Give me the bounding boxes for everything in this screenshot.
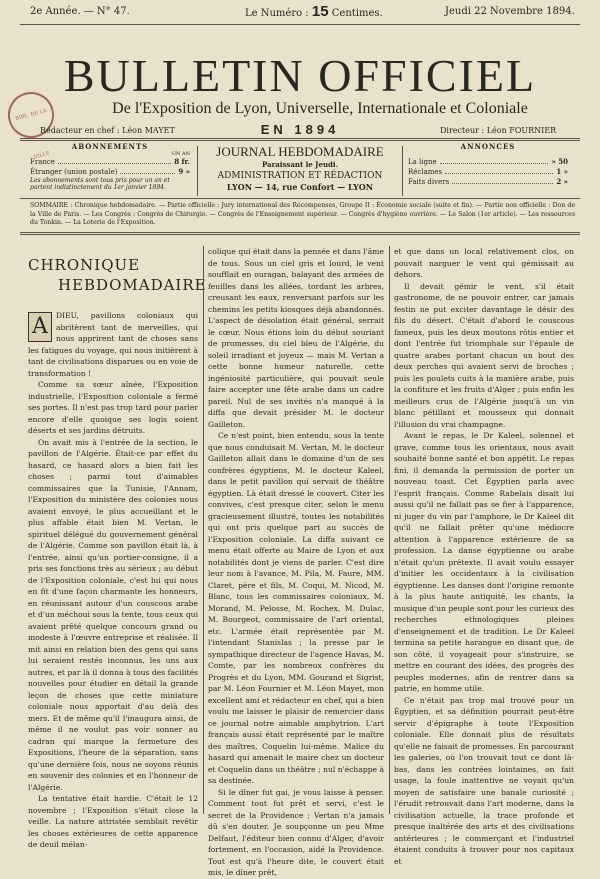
issue-year-number: 2e Année. — N° 47.: [30, 6, 130, 17]
article-column-1: [28, 310, 198, 849]
paragraph: Si le dîner fut gai, je vous laisse à penser. Comment tout fut prêt et servi, c'est le secret de la Providence ; Vertan n'a jamais dû s'en douter. Je soupçonne un peu Mme Delfaut, l'éditeur bien connu d'Alger, d'avoir fortement, en l'occasion, aidé la Providence. Tout est qu'à l'heure dite, le couvert était mis, le dîner prêt,: [208, 787, 384, 877]
chronique-heading-line2: HEBDOMADAIRE: [58, 276, 207, 294]
divider: [20, 232, 580, 233]
year-banner: EN 1894: [260, 122, 340, 137]
paragraph: Comme sa sœur aînée, l'Exposition industrielle, l'Exposition coloniale a fermé ses portes. Il n'est pas trop tard pour parler encore d'elle quoique ses logis soient déserts et ses jardins détruits.: [28, 380, 198, 435]
price-value: 15: [311, 3, 329, 20]
divider: [20, 234, 580, 235]
divider: [402, 146, 403, 196]
annonce-row: La ligne » 50: [408, 157, 568, 166]
annonces-heading: ANNONCES: [460, 142, 516, 151]
paragraph: et que dans un local relativement clos, on pouvait narguer le vent qui gémissait au dehors.: [394, 247, 574, 279]
annonce-row: Réclames 1 »: [408, 167, 568, 176]
newspaper-title: BULLETIN OFFICIEL: [63, 50, 537, 101]
issue-date: Jeudi 22 Novembre 1894.: [445, 6, 575, 17]
annonces-box: [408, 142, 568, 187]
price-label: Le Numéro :: [245, 8, 309, 19]
journal-admin: ADMINISTRATION ET RÉDACTION: [217, 171, 383, 181]
price-unit: Centimes.: [331, 8, 383, 19]
abonnements-note: Les abonnements sont tous pris pour un an et partent indistinctement du 1er janvier 1894.: [30, 177, 170, 191]
newspaper-subtitle: De l'Exposition de Lyon, Universelle, Internationale et Coloniale: [112, 100, 528, 117]
divider: [197, 146, 198, 196]
library-stamp: BIBL. DE LA VILLE: [3, 87, 59, 143]
abonnement-row: France 8 fr.: [30, 157, 190, 166]
journal-box: [200, 144, 400, 192]
paragraph: colique qui était dans la pensée et dans l'âme de tous. Sous un ciel gris et lourd, le vent soufflait en ouragan, balayant des armées de feuilles dans les allées, tordant les arbres, creusant les eaux, renversant parfois sur les chemins les petits kiosques déjà abandonnés. L'aspect de désolation était général, serrait le cœur. Nous étions loin du début souriant de promesses, du ciel bleu de l'Algérie, du soleil irradiant et joyeux — mais M. Vertan a cette bonne humeur naturelle, cette ingéniosité particulière, qui pouvait seule faire accepter une fête arabe dans un cadre pareil. Nul de ses invités n'a manqué à la diffa que devait présider M. le docteur Gailleton.: [208, 247, 384, 429]
paragraph: Ce n'est point, bien entendu, sous la tente que nous conduisait M. Vertan, M. le docteur Gailleton allait dans le domaine d'un de ses confrères égyptiens, M. le docteur Kaleel, dans le petit pavillon qui servait de théâtre égyptien. Là était dressé le couvert. Citer les convives, c'est presque citer, selon le menu gracieusement illustré, toutes les notabilités qui ont pris quelque part au succès de l'Exposition coloniale. La diffa suivant ce menu était offerte au Maire de Lyon et aux notabilités dont je viens de parler. C'est dire leur nom à l'avance, M. Pila, M. Faure, MM. Claret, père et fils, M. Coqui, M. Nicod, M. Blanc, tous les commissaires coloniaux, M. Morand, M. Pelosse, M. Rochex, M. Dulac, M. Bourgeot, commissaire de l'art oriental, etc. L'armée était représentée par M. l'intendant Stanislas ; la presse par le sympathique directeur de l'agence Havas, M. Comte, par les nombreux confrères du Progrès et du Lyon, MM. Gourand et Sigrist, par M. Léon Fournier et M. Léon Mayet, mon excellent ami et rédacteur en chef, qui a bien voulu me laisser le plaisir de remercier dans ce journal notre aimable amphytrion. L'art français aussi était représenté par le maître des maîtres, Coquelin lui-même. Malice du hasard qui amenait le maire chez un docteur et Coquelin dans un théâtre ; nul n'échappe à sa destinée.: [208, 431, 384, 785]
redacteur-line: Rédacteur en chef : Léon MAYET: [40, 126, 175, 135]
column-rule: [389, 246, 390, 814]
column-rule: [203, 246, 204, 814]
paragraph: A DIEU, pavillons coloniaux qui abritèrent tant de merveilles, qui nous apprirent tant de choses sans les fatigues du voyage, qui nous initièrent à tant de civilisations disparues ou en voie de transformation !: [28, 311, 198, 378]
directeur-line: Directeur : Léon FOURNIER: [440, 126, 557, 135]
divider: [20, 24, 580, 25]
abonnement-row: Étranger (union postale) 9 »: [30, 167, 190, 176]
journal-paraissant: Paraissant le Jeudi.: [261, 160, 339, 169]
chronique-heading-line1: CHRONIQUE: [28, 256, 141, 274]
paragraph: Il devait gémir le vent, s'il était gastronome, de ne pouvoir entrer, car jamais festin ne put exciter davantage le désir des fils du désert. C'était d'abord le couscous fameux, puis les deux moutons rôtis entier et dont l'entrée fut triomphale sur l'épaule de quatre arabes portant chacun un bout des deux perches qui avaient servi de broches ; puis les poulets cuits à la manière arabe, puis la confiture et les fruits d'Alger ; puis enfin les meilleurs crus de l'Algérie jusqu'à un vin blanc pétillant et mousseux qui donnait l'illusion du vrai champagne.: [394, 281, 574, 429]
issue-price: [245, 3, 383, 20]
chronique-heading: [28, 255, 207, 295]
drop-cap: A: [28, 312, 52, 342]
divider: [20, 140, 580, 141]
sommaire: SOMMAIRE : Chronique hebdomadaire. — Partie officielle : Jury international des Récompenses, Groupe II : Économie sociale (suite et fin). — Partie non officielle : Don de la Ville de Paris. — Les Congrès : Congrès de Chirurgie. — Congrès de l'Enseignement supérieur. — Congrès d'hygiène ouvrière. — Le Salon (1er article). — Les ressources du Tonkin. — La Loterie de l'Exposition.: [30, 202, 575, 226]
divider: [20, 198, 580, 199]
paragraph: Ce n'était pas trop mal trouvé pour un Égyptien, et sa définition pourrait peut-être servir d'épigraphe à toute l'Exposition coloniale. Elle donnait plus de résultats qu'elle ne faisait de promesses. En parcourant les galeries, où l'on trouvait tout ce dont là-bas, dans les contrées lointaines, on fait usage, la foule inattentive ne voyait qu'un moyen de satisfaire une banale curiosité ; l'érudit retrouvait dans l'art moderne, dans la civilisation actuelle, la trace profonde et presque inaltérée des arts et des civilisations antérieures ; le commerçant et l'industriel étaient conduits à trouver pour nos capitaux et: [394, 695, 574, 866]
journal-address: LYON — 14, rue Confort — LYON: [226, 182, 374, 192]
article-column-3: [394, 246, 574, 866]
paragraph: La tentative était hardie. C'était le 12 novembre ; l'Exposition s'était close la veille. La nature attristée semblait revêtir les choses extérieures de cette apparence de deuil mélan-: [28, 794, 198, 849]
divider: [20, 138, 580, 139]
article-column-2: [208, 246, 384, 877]
abonnements-heading: ABONNEMENTS: [71, 142, 149, 151]
annonce-row: Faits divers 2 »: [408, 177, 568, 186]
journal-title: JOURNAL HEBDOMADAIRE: [216, 144, 384, 159]
paragraph: On avait mis à l'entrée de la section, le pavillon de l'Algérie. Était-ce par effet du hasard, ce hasard alors a bien fait les choses ; parmi tout d'aimables commissaires que la Tunisie, l'Annam, l'Exposition du ministère des colonies nous avaient envoyé, le plus accueillant et le plus affable était bien M. Vertan, le spirituel délégué du gouvernement général de l'Algérie. Comme son pavillon était là, à l'entrée, ainsi qu'un portier-consigne, il a pris ses fonctions très au sérieux ; au début de l'Exposition coloniale, c'est lui qui nous en fit d'une façon charmante les honneurs, en réunissant autour d'un couscous arabe et d'un méchoui sous la tente, tous ceux qui avaient prêté quelque concours grand ou modeste à l'œuvre entreprise et réalisée. Il mit ainsi en relation bien des gens qui sans lui seraient restés inconnus, les uns aux autres, et par là il donna à tous des facilités nouvelles pour étudier en détail la grande leçon de choses que cette miniature coloniale nous apportait d'au delà des mers. Et de même qu'il l'inaugura ainsi, de même il ne voulut pas voir sonner au cadran qui marque la fermeture des Expositions, l'heure de la séparation, sans qu'une dernière fois, nous ne soyons réunis en souvenir des colonies et en l'honneur de l'Algérie.: [28, 437, 198, 792]
paragraph: Avant le repas, le Dr Kaleel, solennel et grave, comme tous les orientaux, nous avait souhaité bonne santé et bon appétit. Le repas fini, il demanda la permission de porter un nouveau toast. Cet Égyptien parla avec l'esprit français. Comme Rabelais disait lui aussi qu'il ne fallait pas se fier à l'apparence, ni juger du vin par l'amphore, le Dr Kaleel dit qu'il ne fallait prêter qu'une médiocre attention à l'apparence extérieure de sa profession. La danse égyptienne ou arabe n'était qu'un prétexte. Il avait voulu essayer d'initier les occidentaux à la civilisation égyptienne. Les danses dont l'origine remonte à la plus haute antiquité, les chants, la musique d'un peuple sont pour les curieux des recherches ethnologiques pleines d'enseignement et de tradition. Le Dr Kaleel termina sa petite harangue en disant que, de son côté, il voyageait pour s'instruire, se mettre en courant des idées, des progrès des peuples modernes, afin de rentrer dans sa patrie, en homme utile.: [394, 431, 574, 693]
abonnements-col-label: UN AN: [171, 151, 190, 157]
abonnements-box: [30, 142, 190, 191]
